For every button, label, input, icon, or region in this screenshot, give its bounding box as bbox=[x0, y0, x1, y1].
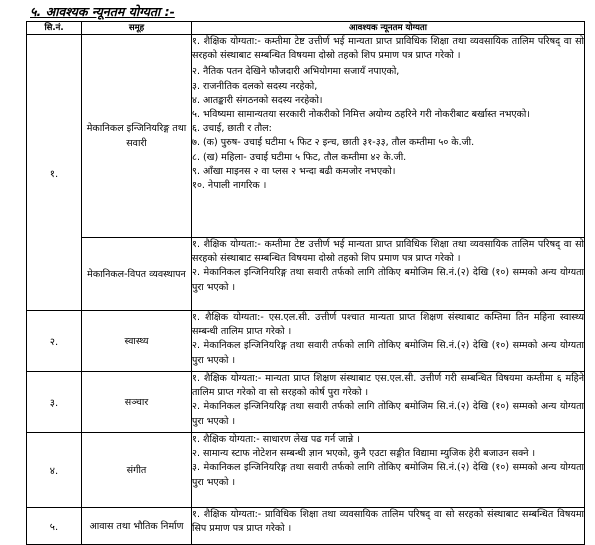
serial-number: ४. bbox=[27, 433, 82, 508]
list-item: १. शैक्षिक योग्यता:- कम्तीमा टेष्ट उत्तीर्ण भई मान्यता प्राप्त प्राविधिक शिक्षा तथा व्यवसायिक तालिम परिषद् वा सो सरहको संस्थाबाट सम्बन्धित विषयमा दोस्रो तहको शिप प्रमाण पत्र प्राप्त गरेको । bbox=[192, 239, 584, 265]
list-item: ७. (क) पुरुष- उचाई घटीमा ५ फिट २ इन्च, छाती ३१-३३, तौल कम्तीमा ५० के.जी. bbox=[192, 137, 475, 149]
qualification-list bbox=[192, 508, 585, 545]
list-item: १. शैक्षिक योग्यता:- साधारण लेख पढ गर्न जान्ने । bbox=[192, 434, 360, 445]
section-heading: ५. आवश्यक न्यूनतम योग्यता :- bbox=[30, 4, 175, 19]
qualification-list bbox=[192, 238, 585, 311]
qualification-list bbox=[192, 35, 585, 238]
list-item: ८. (ख) महिला- उचाई घटीमा ५ फिट, तौल कम्तीमा ४२ के.जी. bbox=[192, 151, 407, 163]
list-item: १. शैक्षिक योग्यता:- प्राविधिक शिक्षा तथा व्यवसायिक तालिम परिषद् वा सो सरहको संस्थाबाट सम्बन्धित विषयमा सिप प्रमाण पत्र प्राप्त गरेको । bbox=[192, 509, 584, 535]
qualification-list bbox=[192, 372, 585, 433]
list-item: ५. भविष्यमा सामान्यतया सरकारी नोकरीको निमित्त अयोग्य ठहरिने गरी नोकरीबाट बर्खास्त नभएको। bbox=[192, 109, 530, 121]
serial-number: ५. bbox=[27, 508, 82, 545]
qualification-list bbox=[192, 311, 585, 372]
serial-number: १. bbox=[27, 35, 82, 311]
list-item: ९. आँखा माइनस २ वा प्लस २ भन्दा बढी कमजोर नभएको। bbox=[192, 165, 396, 177]
list-item: १. शैक्षिक योग्यता:- एस.एल.सी. उत्तीर्ण पश्चात मान्यता प्राप्त शिक्षण संस्थाबाट कम्तिमा तिन महिना स्वास्थ्य सम्बन्धी तालिम प्राप्त गरेको । bbox=[192, 312, 584, 338]
group-name: मेकानिकल-विपत व्यवस्थापन bbox=[82, 238, 192, 311]
list-item: २. मेकानिकल इन्जिनियरिङ्ग तथा सवारी तर्फको लागि तोकिए बमोजिम सि.नं.(२) देखि (१०) सम्मको अन्य योग्यता पुरा भएको । bbox=[192, 267, 584, 293]
list-item: २. सामान्य स्टाफ नोटेशन सम्बन्धी ज्ञान भएको, कुनै एउटा सङ्गीत विद्यामा म्युजिक हेरी बजाउन सक्ने । bbox=[192, 448, 536, 460]
table-row bbox=[27, 433, 585, 508]
group-name: स्वास्थ्य bbox=[82, 311, 192, 372]
group-name: संगीत bbox=[82, 433, 192, 508]
table-row bbox=[27, 508, 585, 545]
group-name: सञ्चार bbox=[82, 372, 192, 433]
table-row bbox=[27, 372, 585, 433]
table-row bbox=[27, 238, 585, 311]
qualification-list bbox=[192, 433, 585, 508]
table-header-row bbox=[27, 22, 585, 35]
list-item: ३. मेकानिकल इन्जिनियरिङ्ग तथा सवारी तर्फको लागि तोकिए बमोजिम सि.नं.(२) देखि (१०) सम्मको अन्य योग्यता पुरा भएको । bbox=[192, 462, 584, 488]
group-name: मेकानिकल इन्जिनियरिङ्ग तथा सवारी bbox=[82, 35, 192, 238]
list-item: ४. आतङ्कारी संगठनको सदस्य नरहेको। bbox=[192, 94, 323, 106]
table-row bbox=[27, 35, 585, 238]
header-qualification: आवश्यक न्यूनतम योग्यता bbox=[192, 22, 585, 35]
list-item: २. मेकानिकल इन्जिनियरिङ्ग तथा सवारी तर्फको लागि तोकिए बमोजिम सि.नं.(२) देखि (१०) सम्मको अन्य योग्यता पुरा भएको । bbox=[192, 401, 584, 427]
list-item: २. मेकानिकल इन्जिनियरिङ्ग तथा सवारी तर्फको लागि तोकिए बमोजिम सि.नं.(२) देखि (१०) सम्मको अन्य योग्यता पुरा भएको । bbox=[192, 340, 584, 366]
qualification-table bbox=[26, 21, 585, 545]
header-serial: सि.नं. bbox=[27, 22, 82, 35]
serial-number: २. bbox=[27, 311, 82, 372]
table-row bbox=[27, 311, 585, 372]
list-item: २. नैतिक पतन देखिने फौजदारी अभियोगमा सजायँ नपाएको, bbox=[192, 66, 400, 78]
group-name: आवास तथा भौतिक निर्माण bbox=[82, 508, 192, 545]
list-item: १. शैक्षिक योग्यता:- मान्यता प्राप्त शिक्षण संस्थाबाट एस.एल.सी. उत्तीर्ण गरी सम्बन्धित विषयमा कम्तीमा ६ महिने तालिम प्राप्त गरेको वा सो सरहको कोर्ष पुरा गरेको । bbox=[192, 373, 584, 399]
list-item: ६. उचाई, छाती र तौल: bbox=[192, 123, 272, 135]
serial-number: ३. bbox=[27, 372, 82, 433]
list-item: १. शैक्षिक योग्यता:- कम्तीमा टेष्ट उत्तीर्ण भई मान्यता प्राप्त प्राविधिक शिक्षा तथा व्यवसायिक तालिम परिषद् वा सो सरहको संस्थाबाट सम्बन्धित विषयमा दोस्रो तहको शिप प्रमाण पत्र प्राप्त गरेको । bbox=[192, 36, 584, 62]
list-item: १०. नेपाली नागरिक । bbox=[192, 180, 267, 192]
list-item: ३. राजनीतिक दलको सदस्य नरहेको, bbox=[192, 80, 318, 92]
header-group: समूह bbox=[82, 22, 192, 35]
